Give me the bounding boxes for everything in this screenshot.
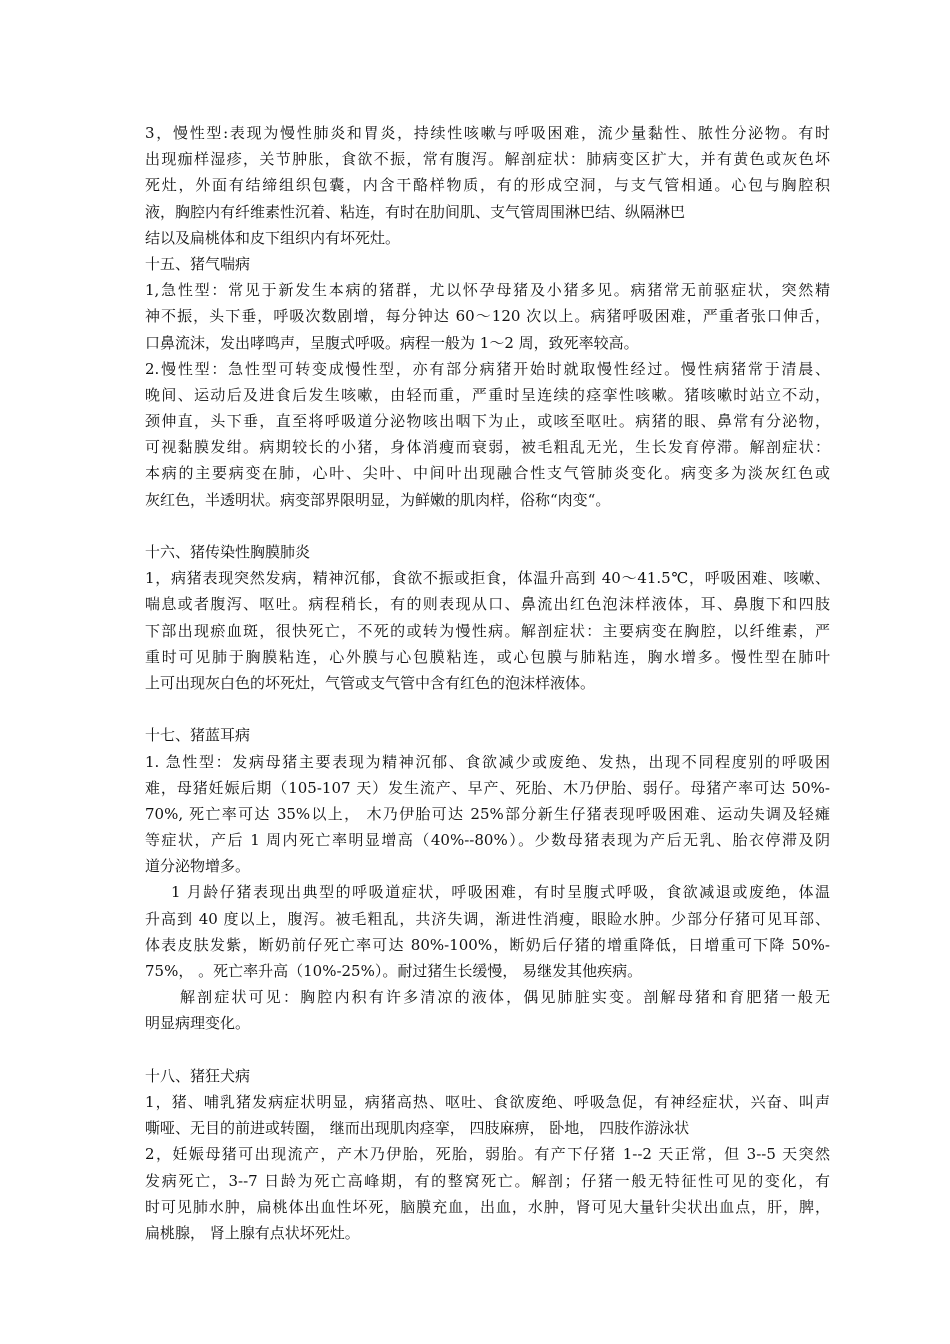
text-line: 死灶，外面有结缔组织包囊，内含干酪样物质，有的形成空洞，与支气管相通。心包与胸腔积: [145, 176, 830, 195]
section-17: [145, 722, 830, 1036]
text-line: 喘息或者腹泻、呕吐。病程稍长，有的则表现从口、鼻流出红色泡沫样液体，耳、鼻腹下和四肢: [145, 595, 830, 614]
section-15: [145, 251, 830, 513]
text-line: 上可出现灰白色的坏死灶，气管或支气管中含有红色的泡沫样液体。: [145, 673, 596, 692]
text-line: 灰红色，半透明状。病变部界限明显，为鲜嫩的肌肉样，俗称“肉变“。: [145, 490, 611, 509]
section-heading: 十五、猪气喘病: [145, 254, 251, 273]
text-line: 70%, 死亡率可达 35%以上， 木乃伊胎可达 25%部分新生仔猪表现呼吸困难、运动失调及轻瘫: [145, 804, 830, 823]
text-line: 3，慢性型:表现为慢性肺炎和胃炎，持续性咳嗽与呼吸困难，流少量黏性、脓性分泌物。有时: [145, 124, 830, 142]
section-heading: 十六、猪传染性胸膜肺炎: [145, 543, 311, 561]
text-line: 明显病理变化。: [145, 1014, 251, 1033]
text-line: 1,急性型：常见于新发生本病的猪群，尤以怀孕母猪及小猪多见。病猪常无前驱症状，突然精: [145, 281, 830, 300]
text-line: 1，病猪表现突然发病，精神沉郁，食欲不振或拒食，体温升高到 40～41.5℃，呼吸困难、咳嗽、: [145, 569, 830, 588]
text-line: 升高到 40 度以上，腹泻。被毛粗乱，共济失调，渐进性消瘦，眼睑水肿。少部分仔猪可见耳部、: [145, 909, 830, 928]
text-line: 2，妊娠母猪可出现流产，产木乃伊胎，死胎，弱胎。有产下仔猪 1--2 天正常，但 3--5 天突然: [145, 1145, 830, 1164]
text-line: 发病死亡，3--7 日龄为死亡高峰期，有的整窝死亡。解剖；仔猪一般无特征性可见的变化，有: [145, 1171, 830, 1190]
section-16: [145, 539, 830, 696]
text-line: 嘶哑、无目的前进或转圈， 继而出现肌肉痉挛， 四肢麻痹， 卧地， 四肢作游泳状: [145, 1119, 690, 1138]
text-line: 难，母猪妊娠后期（105-107 天）发生流产、早产、死胎、木乃伊胎、弱仔。母猪产率可达 50%-: [145, 778, 830, 797]
text-line: 1. 急性型：发病母猪主要表现为精神沉郁、食欲减少或废绝、发热，出现不同程度别的呼吸困: [145, 752, 830, 771]
text-line: 1，猪、哺乳猪发病症状明显，病猪高热、呕吐、食欲废绝、呼吸急促，有神经症状，兴奋、叫声: [145, 1092, 830, 1111]
text-line: 体表皮肤发紫，断奶前仔死亡率可达 80%-100%，断奶后仔猪的增重降低，日增重可下降 50%-: [145, 935, 830, 954]
section-heading: 十七、猪蓝耳病: [145, 726, 251, 745]
document-page: [145, 120, 830, 1246]
text-line: 2.慢性型：急性型可转变成慢性型，亦有部分病猪开始时就取慢性经过。慢性病猪常于清晨、: [145, 359, 830, 378]
blank-line: [145, 1037, 830, 1063]
text-line: 75%， 。死亡率升高（10%-25%）。耐过猪生长缓慢， 易继发其他疾病。: [145, 962, 643, 980]
text-line: 重时可见肺于胸膜粘连，心外膜与心包膜粘连，或心包膜与肺粘连，胸水增多。慢性型在肺叶: [145, 647, 830, 666]
text-line: 口鼻流沫，发出哮鸣声，呈腹式呼吸。病程一般为 1～2 周，致死率较高。: [145, 333, 639, 352]
text-line: 结以及扁桃体和皮下组织内有坏死灶。: [145, 228, 401, 247]
text-line: 下部出现瘀血斑，很快死亡，不死的或转为慢性病。解剖症状：主要病变在胸腔，以纤维素，严: [145, 621, 830, 640]
text-line: 道分泌物增多。: [145, 857, 251, 876]
text-line: 等症状，产后 1 周内死亡率明显增高（40%--80%）。少数母猪表现为产后无乳、胎衣停滞及阴: [145, 831, 830, 850]
section-heading: 十八、猪狂犬病: [145, 1066, 251, 1085]
text-line: 时可见肺水肿，扁桃体出血性坏死，脑膜充血，出血，水肿，肾可见大量针尖状出血点，肝，脾，: [145, 1197, 830, 1216]
text-line: 扁桃腺， 肾上腺有点状坏死灶。: [145, 1223, 360, 1242]
text-line: 液，胸腔内有纤维素性沉着、粘连，有时在肋间肌、支气管周围淋巴结、纵隔淋巴: [145, 202, 686, 221]
blank-line: [145, 696, 830, 722]
text-line: 本病的主要病变在肺，心叶、尖叶、中间叶出现融合性支气管肺炎变化。病变多为淡灰红色或: [145, 464, 830, 483]
text-line: 可视黏膜发绀。病期较长的小猪，身体消瘦而衰弱，被毛粗乱无光，生长发育停滞。解剖症状：: [145, 438, 830, 457]
section-18: [145, 1063, 830, 1246]
text-line: 出现痂样湿疹，关节肿胀，食欲不振，常有腹泻。解剖症状：肺病变区扩大，并有黄色或灰色坏: [145, 150, 830, 169]
blank-line: [145, 513, 830, 539]
text-line: 神不振，头下垂，呼吸次数剧增，每分钟达 60～120 次以上。病猪呼吸困难，严重者张口伸舌，: [145, 307, 830, 326]
text-line: 1 月龄仔猪表现出典型的呼吸道症状，呼吸困难，有时呈腹式呼吸，食欲减退或废绝，体温: [171, 883, 830, 902]
text-line: 解剖症状可见：胸腔内积有许多清凉的液体，偶见肺脏实变。剖解母猪和育肥猪一般无: [180, 988, 830, 1007]
section-14-chronic-paragraph: [145, 120, 830, 251]
text-line: 晚间、运动后及进食后发生咳嗽，由轻而重，严重时呈连续的痉挛性咳嗽。猪咳嗽时站立不动，: [145, 385, 830, 404]
text-line: 颈伸直，头下垂，直至将呼吸道分泌物咳出咽下为止，或咳至呕吐。病猪的眼、鼻常有分泌物，: [145, 412, 830, 431]
